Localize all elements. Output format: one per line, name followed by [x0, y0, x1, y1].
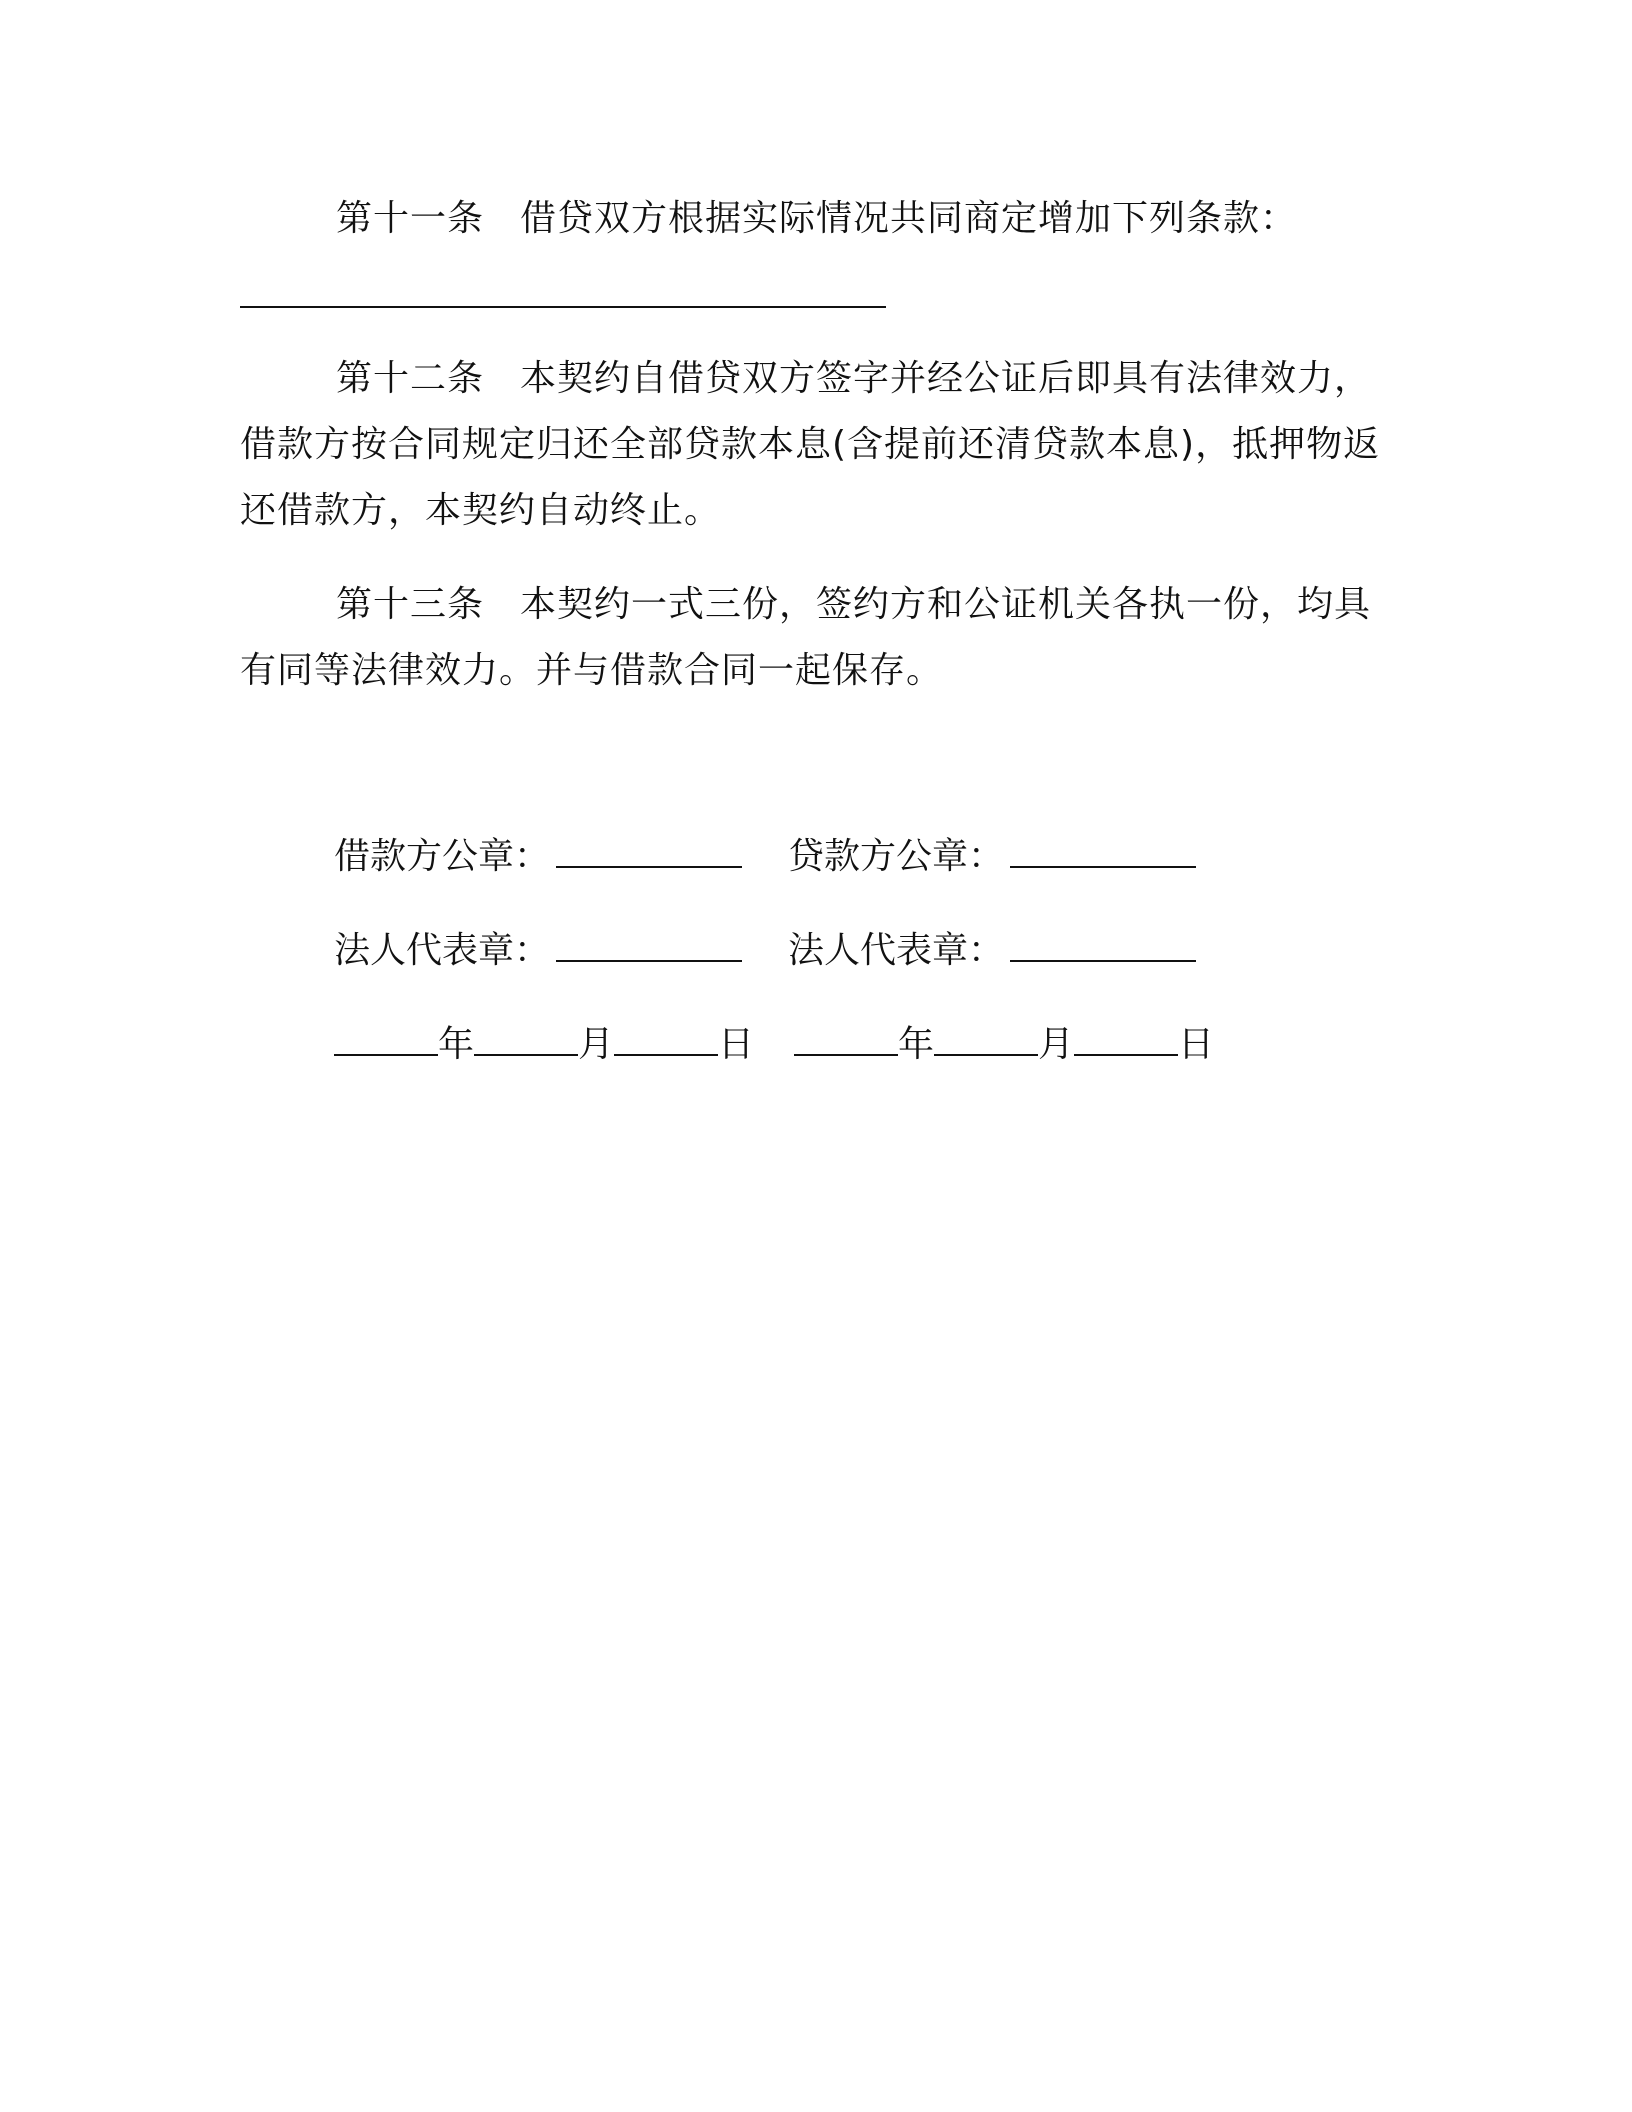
lender-seal-label: 贷款方公章： [788, 836, 1005, 877]
article-11-text: 借贷双方根据实际情况共同商定增加下列条款： [520, 198, 1298, 239]
article-13 [240, 572, 1400, 704]
borrower-seal-field[interactable] [556, 832, 742, 868]
lender-year-label: 年 [898, 1024, 935, 1065]
borrower-seal-label: 借款方公章： [334, 836, 551, 877]
borrower-day-label: 日 [718, 1024, 755, 1065]
article-13-label: 第十三条 [336, 584, 485, 625]
borrower-month-field[interactable] [474, 1020, 578, 1056]
lender-date-row [794, 1020, 1214, 1069]
borrower-seal-row [334, 832, 742, 881]
lender-year-field[interactable] [794, 1020, 898, 1056]
lender-seal-row [788, 832, 1196, 881]
lender-seal-field[interactable] [1010, 832, 1196, 868]
additional-terms-blank[interactable] [240, 306, 886, 308]
lender-rep-field[interactable] [1010, 926, 1196, 962]
lender-month-label: 月 [1038, 1024, 1075, 1065]
lender-rep-row [788, 926, 1196, 975]
lender-rep-label: 法人代表章： [788, 930, 1005, 971]
borrower-date-row [334, 1020, 754, 1069]
borrower-day-field[interactable] [614, 1020, 718, 1056]
article-12-text: 本契约自借贷双方签字并经公证后即具有法律效力，借款方按合同规定归还全部贷款本息(含提前还清贷款本息)，抵押物返还借款方，本契约自动终止。 [240, 358, 1381, 531]
lender-month-field[interactable] [934, 1020, 1038, 1056]
borrower-year-field[interactable] [334, 1020, 438, 1056]
borrower-rep-label: 法人代表章： [334, 930, 551, 971]
borrower-year-label: 年 [438, 1024, 475, 1065]
article-11-label: 第十一条 [336, 198, 485, 239]
borrower-month-label: 月 [578, 1024, 615, 1065]
lender-day-label: 日 [1178, 1024, 1215, 1065]
article-12-label: 第十二条 [336, 358, 485, 399]
borrower-rep-field[interactable] [556, 926, 742, 962]
article-11 [240, 186, 1400, 252]
article-13-text: 本契约一式三份，签约方和公证机关各执一份，均具有同等法律效力。并与借款合同一起保存。 [240, 584, 1372, 691]
lender-day-field[interactable] [1074, 1020, 1178, 1056]
borrower-rep-row [334, 926, 742, 975]
article-12 [240, 346, 1400, 544]
